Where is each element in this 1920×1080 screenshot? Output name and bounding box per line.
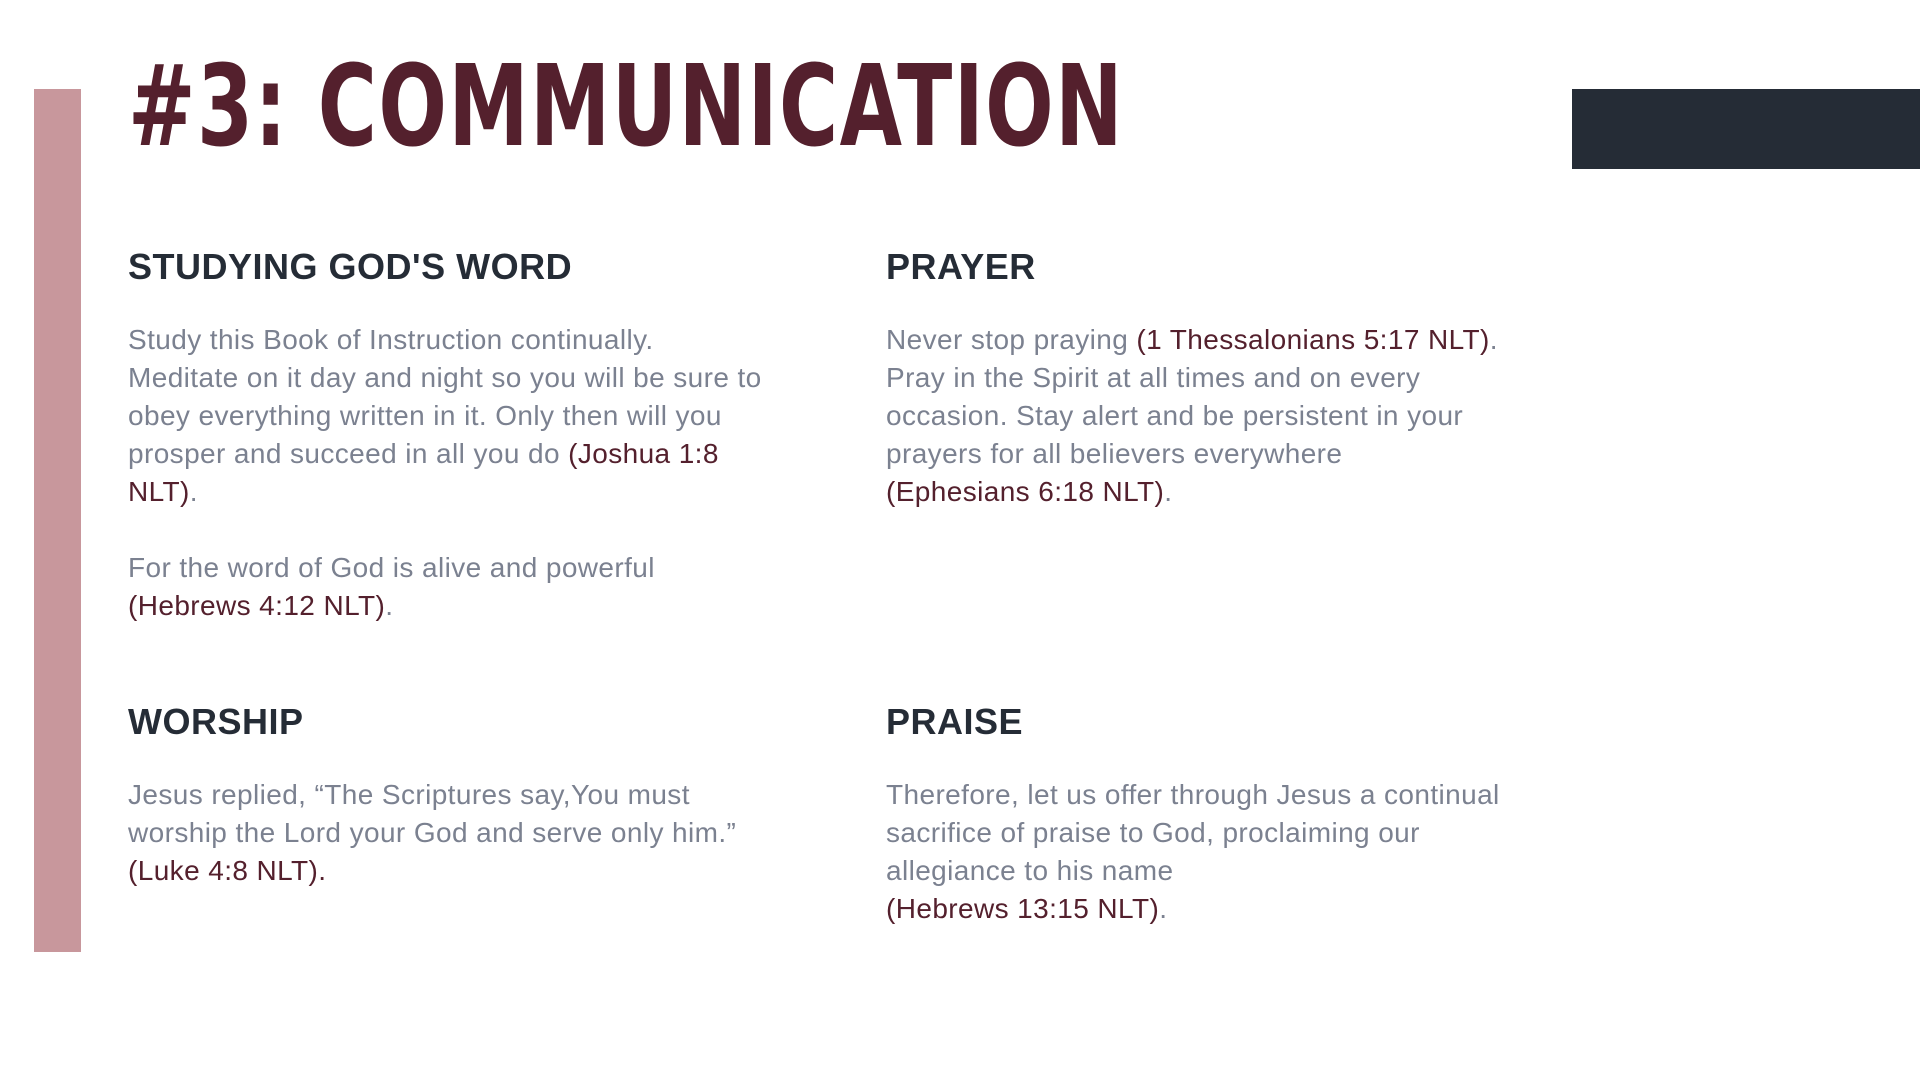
slide-title: #3: COMMUNICATION [128, 42, 1125, 172]
section-heading-praise: PRAISE [886, 701, 1024, 742]
left-accent-bar [34, 89, 81, 952]
body-text: . [1159, 893, 1168, 924]
body-text: For the word of God is alive and powerful [128, 552, 655, 583]
section-heading-studying: STUDYING GOD'S WORD [128, 246, 573, 287]
scripture-reference: (Joshua 1:8 NLT) [128, 438, 719, 507]
top-right-accent-bar [1572, 89, 1920, 169]
body-text: . [189, 476, 198, 507]
body-text: Never stop praying [886, 324, 1137, 355]
body-text: . Pray in the Spirit at all times and on every occasion. Stay alert and be persistent in your prayers for all believers everywhere [886, 324, 1498, 469]
body-text: Therefore, let us offer through Jesus a continual sacrifice of praise to God, proclaiming our allegiance to his name [886, 779, 1500, 886]
body-text: . [1164, 476, 1173, 507]
section-body-praise [886, 776, 1526, 928]
body-text: . [385, 590, 394, 621]
scripture-reference: (Luke 4:8 NLT). [128, 855, 327, 886]
section-heading-worship: WORSHIP [128, 701, 304, 742]
section-body-worship [128, 776, 768, 890]
scripture-reference: (Hebrews 13:15 NLT) [886, 893, 1160, 924]
section-body-studying-1 [128, 321, 768, 511]
section-prayer [886, 245, 1526, 511]
section-studying [128, 245, 768, 625]
scripture-reference: (Hebrews 4:12 NLT) [128, 590, 386, 621]
scripture-reference: (1 Thessalonians 5:17 NLT) [1136, 324, 1490, 355]
section-heading-prayer: PRAYER [886, 246, 1036, 287]
body-text: Jesus replied, “The Scriptures say,You must worship the Lord your God and serve only him.” [128, 779, 737, 848]
body-text: Study this Book of Instruction continually. Meditate on it day and night so you will be sure to obey everything written in it. Only then will you prosper and succeed in all you do [128, 324, 762, 469]
section-praise [886, 700, 1526, 928]
section-worship [128, 700, 768, 890]
scripture-reference: (Ephesians 6:18 NLT) [886, 476, 1165, 507]
section-body-prayer [886, 321, 1526, 511]
section-body-studying-2 [128, 549, 768, 625]
